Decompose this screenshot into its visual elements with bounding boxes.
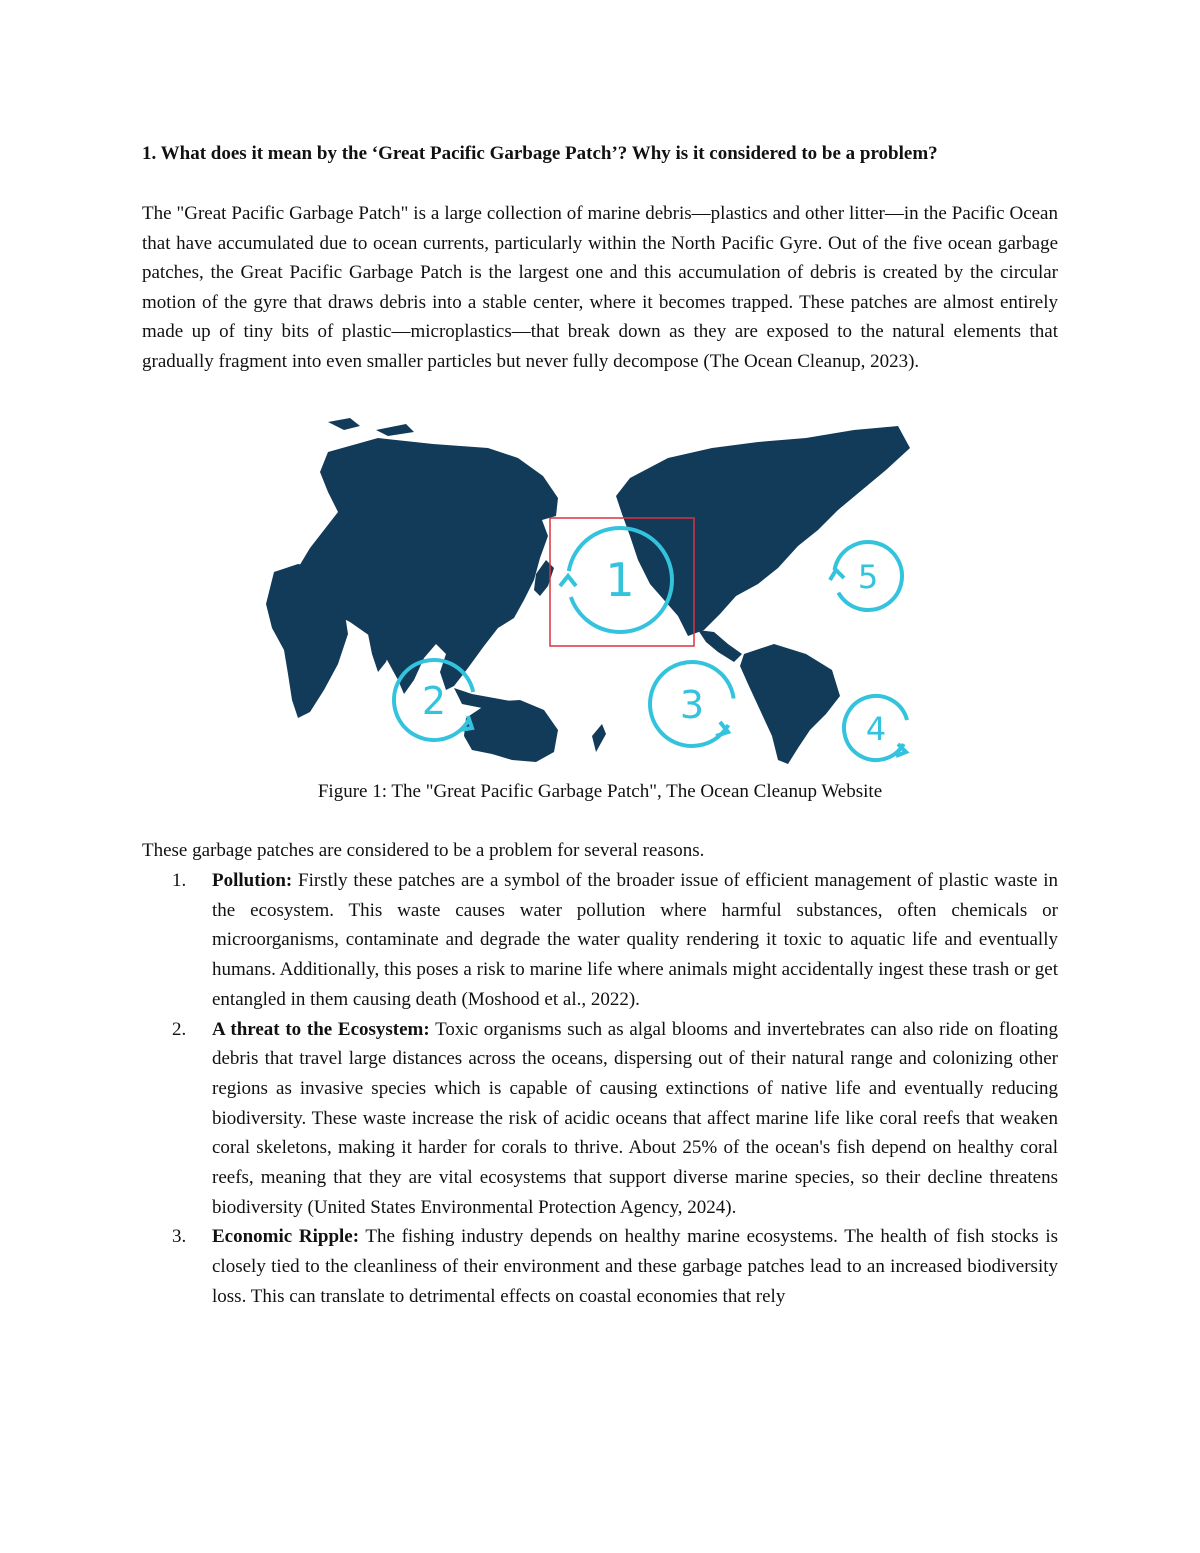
gyre-2-label: 2 (421, 679, 447, 723)
africa-landmass (266, 564, 348, 718)
gyre-1-label: 1 (605, 553, 635, 607)
arctic-islands (328, 418, 414, 436)
australia-landmass (464, 700, 558, 762)
gyre-5 (829, 537, 908, 616)
gyre-5-label: 5 (857, 558, 879, 596)
intro-paragraph: The "Great Pacific Garbage Patch" is a large collection of marine debris—plastics and other litter—in the Pacific Ocean that have accumulated due to ocean currents, particularly within the North Pacific Gyre. Out of the five ocean garbage patches, the Great Pacific Garbage Patch is the largest one and this accumulation of debris is created by the circular motion of the gyre that draws debris into a stable center, where it becomes trapped. These patches are almost entirely made up of tiny bits of plastic—microplastics—that break down as they are exposed to the natural elements that gradually fragment into even smaller particles but never fully decompose (The Ocean Cleanup, 2023). (142, 203, 1058, 372)
garbage-patch-map-figure (258, 418, 922, 768)
reason-number: 2. (172, 1018, 187, 1040)
reason-heading: Economic Ripple: (212, 1226, 360, 1248)
reason-number: 1. (172, 870, 187, 891)
reason-item-ecosystem (142, 1015, 1058, 1223)
reason-item-economic (142, 1222, 1058, 1311)
reason-number: 3. (172, 1226, 187, 1248)
gyre-4 (832, 684, 919, 768)
reason-text: The fishing industry depends on healthy marine ecosystems. The health of fish stocks is closely tied to the cleanliness of their environment and these garbage patches lead to an increased biodiversity loss. This can translate to detrimental effects on coastal economies that rely (212, 1226, 1058, 1307)
reason-heading: Pollution: (212, 870, 293, 891)
central-america-landmass (698, 630, 742, 662)
new-zealand-islands (592, 724, 606, 752)
reason-item-pollution (142, 866, 1058, 1015)
gyre-3 (635, 647, 750, 762)
north-america-landmass (616, 426, 910, 636)
reason-text: Toxic organisms such as algal blooms and invertebrates can also ride on floating debris that travel large distances across the oceans, dispersing out of their natural range and colonizing other regions as invasive species which is capable of causing extinctions of native life and eventually reducing biodiversity. These waste increase the risk of acidic oceans that affect marine life like coral reefs that weaken coral skeletons, making it harder for corals to thrive. About 25% of the ocean's fish depend on healthy coral reefs, meaning that they are vital ecosystems that support diverse marine species, so their decline threatens biodiversity (United States Environmental Protection Agency, 2024). (212, 1018, 1058, 1218)
gyre-3-label: 3 (679, 683, 705, 727)
world-map (258, 418, 922, 768)
reason-heading: A threat to the Ecosystem: (212, 1018, 430, 1040)
land-masses (266, 418, 910, 764)
reasons-list (142, 866, 1058, 1312)
south-america-landmass (740, 644, 840, 764)
figure-caption: Figure 1: The "Great Pacific Garbage Patch", The Ocean Cleanup Website (317, 781, 883, 802)
gyre-4-label: 4 (865, 710, 887, 748)
question-heading: 1. What does it mean by the ‘Great Pacific Garbage Patch’? Why is it considered to be a problem? (142, 143, 938, 164)
problems-intro: These garbage patches are considered to be a problem for several reasons. (142, 840, 705, 861)
reason-text: Firstly these patches are a symbol of the broader issue of efficient management of plastic waste in the ecosystem. This waste causes water pollution where harmful substances, often chemicals or microorganisms, contaminate and degrade the water quality rendering it toxic to aquatic life and eventually humans. Additionally, this poses a risk to marine life where animals might accidentally ingest these trash or get entangled in them causing death (Moshood et al., 2022). (212, 870, 1058, 1010)
